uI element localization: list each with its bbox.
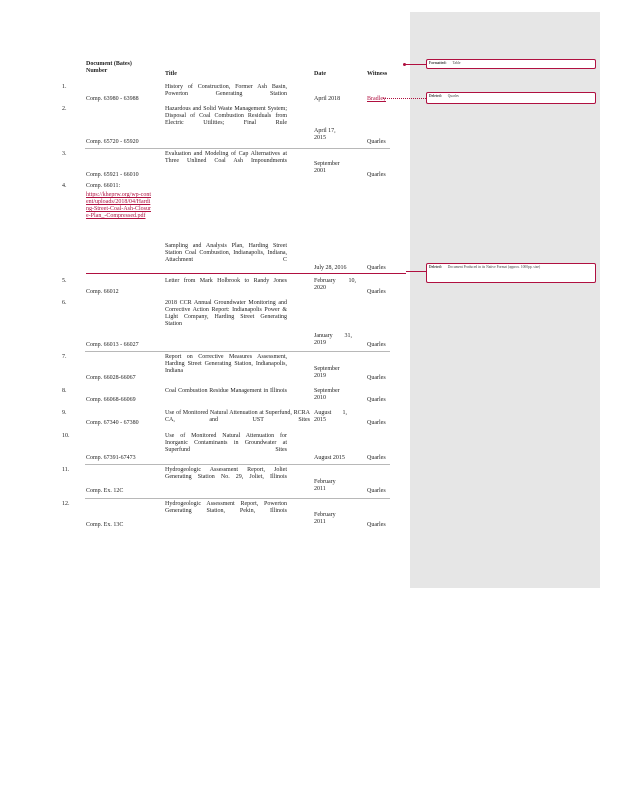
row-witness: Quarles <box>367 455 386 461</box>
row-number: 2. <box>62 106 67 112</box>
row-title: Use of Monitored Natural Attenuation for Inorganic Contaminants in Groundwater at Superfund Sites <box>165 433 287 453</box>
row-witness: Quarles <box>367 375 386 381</box>
row-title: Coal Combustion Residue Management in Illinois <box>165 388 287 394</box>
row-number: 3. <box>62 151 67 157</box>
row-witness: Quarles <box>367 488 386 494</box>
row-number: 6. <box>62 300 67 306</box>
row-document: Comp. 67340 - 67380 <box>86 420 139 426</box>
comment-balloon-formatted[interactable] <box>426 59 596 69</box>
header-document: Document (Bates) Number <box>86 61 132 74</box>
comment-leader <box>383 98 426 99</box>
row-document: Comp. 67391-67473 <box>86 455 136 461</box>
row-title: 2018 CCR Annual Groundwater Monitoring and Corrective Action Report: Indianapolis Power & Light Company, Harding Street Generating Station <box>165 300 287 327</box>
row-divider <box>85 498 390 499</box>
row-date: February 10, 2020 <box>314 278 356 291</box>
row-number: 1. <box>62 84 67 90</box>
header-witness: Witness <box>367 71 388 77</box>
row-document: Comp. Ex. 12C <box>86 488 124 494</box>
row-witness: Bradley <box>367 96 386 102</box>
row-title: History of Construction, Former Ash Basin, Powerton Generating Station <box>165 84 287 97</box>
row-title: Letter from Mark Holbrook to Randy Jones <box>165 278 287 284</box>
row-document: Comp. 66068-66069 <box>86 397 136 403</box>
row-date: August 1, 2015 <box>314 410 347 423</box>
row-title: Hydrogeologic Assessment Report, Powerton Generating Station, Pekin, Illinois <box>165 501 287 514</box>
row-witness: Quarles <box>367 265 386 271</box>
row-date: April 2018 <box>314 96 341 102</box>
row-number: 5. <box>62 278 67 284</box>
row-witness: Quarles <box>367 139 386 145</box>
row-title: Sampling and Analysis Plan, Harding Street Station Coal Combustion, Indianapolis, Indiana, Attachment C <box>165 243 287 263</box>
comment-label: Deleted: <box>429 94 442 98</box>
comment-balloon-deleted[interactable] <box>426 92 596 104</box>
row-date: April 17, 2015 <box>314 128 336 141</box>
row-title: Use of Monitored Natural Attenuation at Superfund, RCRA CA, and UST Sites <box>165 410 310 423</box>
row-document: Comp. Ex. 13C <box>86 522 124 528</box>
row-date: January 31, 2019 <box>314 333 352 346</box>
row-witness: Quarles <box>367 397 386 403</box>
row-document: Comp. 66012 <box>86 289 119 295</box>
insertion-rule <box>86 273 406 274</box>
row-divider <box>85 464 390 465</box>
row-document: Comp. 66011: <box>86 183 121 189</box>
row-document: Comp. 65720 - 65920 <box>86 139 139 145</box>
row-number: 7. <box>62 354 67 360</box>
comment-label: Formatted: <box>429 61 447 65</box>
row-title: Hazardous and Solid Waste Management System; Disposal of Coal Combustion Residuals from Electric Utilities; Final Rule <box>165 106 287 126</box>
row-number: 12. <box>62 501 70 507</box>
row-date: July 28, 2016 <box>314 265 347 271</box>
row-document: Comp. 63980 - 63988 <box>86 96 139 102</box>
row-title: Hydrogeologic Assessment Report, Joliet Generating Station No. 29, Joliet, Illinois <box>165 467 287 480</box>
row-date: September 2001 <box>314 161 340 174</box>
row-date: August 2015 <box>314 455 345 461</box>
row-witness: Quarles <box>367 172 386 178</box>
comment-leader <box>404 64 426 65</box>
row-document: Comp. 66013 - 66027 <box>86 342 139 348</box>
row-witness: Quarles <box>367 289 386 295</box>
row-document: Comp. 65921 - 66010 <box>86 172 139 178</box>
row-witness: Quarles <box>367 522 386 528</box>
row-title: Evaluation and Modeling of Cap Alternatives at Three Unlined Coal Ash Impoundments <box>165 151 287 164</box>
row-number: 9. <box>62 410 67 416</box>
row-date: February 2011 <box>314 512 336 525</box>
header-title: Title <box>165 71 177 77</box>
row-date: September 2019 <box>314 366 340 379</box>
row-title: Report on Corrective Measures Assessment, Harding Street Generating Station, Indianapolis, Indiana <box>165 354 287 374</box>
row-divider <box>85 351 390 352</box>
row-number: 10. <box>62 433 70 439</box>
row-date: February 2011 <box>314 479 336 492</box>
comment-text: Table <box>452 61 461 65</box>
row-divider <box>85 148 390 149</box>
row-number: 4. <box>62 183 67 189</box>
row-number: 11. <box>62 467 70 473</box>
comment-text: Document Produced in its Native Format (approx. 1000pp. size) <box>447 265 541 269</box>
comment-text: Quarles <box>447 94 459 98</box>
row-witness: Quarles <box>367 342 386 348</box>
comment-leader <box>406 271 426 272</box>
comment-balloon-deleted-note[interactable] <box>426 263 596 283</box>
header-date: Date <box>314 71 326 77</box>
comment-anchor <box>403 63 406 66</box>
document-link[interactable]: https://kheprw.org/wp-content/uploads/2018/04/Harding-Street-Coal-Ash-Closure-Plan_-Compressed.pdf <box>86 192 151 219</box>
row-document: Comp. 66028-66067 <box>86 375 136 381</box>
row-date: September 2010 <box>314 388 340 401</box>
comment-label: Deleted: <box>429 265 442 269</box>
row-number: 8. <box>62 388 67 394</box>
row-witness: Quarles <box>367 420 386 426</box>
